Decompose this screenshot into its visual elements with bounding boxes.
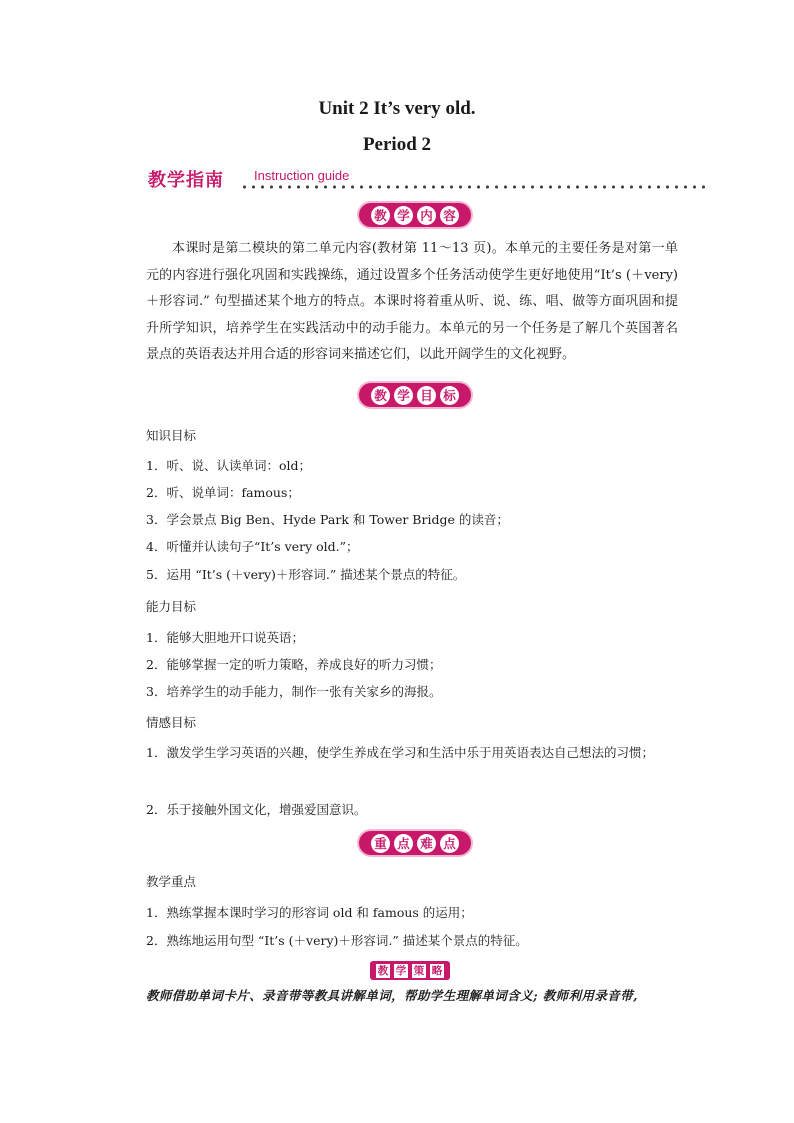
strategy-text: 教师借助单词卡片、录音带等教具讲解单词，帮助学生理解单词含义; 教师利用录音带, <box>146 988 638 1003</box>
unit-title: Unit 2 It’s very old. <box>318 98 476 119</box>
badge-char: 难 <box>417 834 436 853</box>
content-paragraph: 本课时是第二模块的第二单元内容(教材第 11～13 页)。本单元的主要任务是对第一单元的内容进行强化巩固和实践操练，通过设置多个任务活动使学生更好地使用“It’s (＋very)＋形容词.” 句型描述某个地方的特点。本课时将着重从听、说、练、唱、做等方面巩固和提升所学知识，培养学生在实践活动中的动手能力。本单元的另一个任务是了解几个英国著名景点的英语表达并用合适的形容词来描述它们，以此开阔学生的文化视野。 <box>146 241 678 362</box>
badge-char: 学 <box>395 964 407 977</box>
key-point-item: 1．熟练掌握本课时学习的形容词 old 和 famous 的运用； <box>146 905 473 920</box>
badge-char: 策 <box>413 964 425 977</box>
guide-label-en: Instruction guide <box>254 168 350 183</box>
guide-dots <box>240 185 710 189</box>
badge-char: 略 <box>431 964 443 977</box>
badge-char: 点 <box>440 834 459 853</box>
badge-teaching-strategy <box>370 961 450 980</box>
ability-objectives-heading: 能力目标 <box>146 599 197 614</box>
knowledge-item: 1．听、说、认读单词：old； <box>146 458 311 473</box>
guide-label-cn: 教学指南 <box>148 170 224 191</box>
knowledge-item: 4．听懂并认读句子“It’s very old.”； <box>146 539 359 554</box>
emotion-item: 1．激发学生学习英语的兴趣，使学生养成在学习和生活中乐于用英语表达自己想法的习惯； <box>146 745 654 760</box>
badge-char: 重 <box>371 834 390 853</box>
ability-item: 2．能够掌握一定的听力策略，养成良好的听力习惯； <box>146 657 442 672</box>
badge-teaching-content <box>359 203 471 227</box>
key-point-item: 2．熟练地运用句型 “It’s (＋very)＋形容词.” 描述某个景点的特征。 <box>146 933 528 948</box>
knowledge-item: 2．听、说单词：famous； <box>146 485 300 500</box>
knowledge-item: 5．运用 “It’s (＋very)＋形容词.” 描述某个景点的特征。 <box>146 567 466 582</box>
emotion-objectives-heading: 情感目标 <box>146 715 197 730</box>
badge-char: 教 <box>371 206 390 225</box>
ability-item: 3．培养学生的动手能力，制作一张有关家乡的海报。 <box>146 684 442 699</box>
badge-char: 标 <box>440 386 459 405</box>
badge-char: 内 <box>417 206 436 225</box>
key-points-heading: 教学重点 <box>146 874 197 889</box>
badge-char: 目 <box>417 386 436 405</box>
instruction-guide-header <box>148 166 710 196</box>
period-title: Period 2 <box>362 134 432 155</box>
badge-char: 容 <box>440 206 459 225</box>
badge-char: 教 <box>371 386 390 405</box>
knowledge-objectives-heading: 知识目标 <box>146 428 197 443</box>
badge-key-points <box>359 831 471 855</box>
emotion-item: 2．乐于接触外国文化，增强爱国意识。 <box>146 802 367 817</box>
badge-char: 学 <box>394 386 413 405</box>
knowledge-item: 3．学会景点 Big Ben、Hyde Park 和 Tower Bridge 的读音； <box>146 512 509 527</box>
badge-char: 学 <box>394 206 413 225</box>
badge-teaching-objectives <box>359 383 471 407</box>
ability-item: 1．能够大胆地开口说英语； <box>146 630 304 645</box>
badge-char: 教 <box>377 964 389 977</box>
badge-char: 点 <box>394 834 413 853</box>
